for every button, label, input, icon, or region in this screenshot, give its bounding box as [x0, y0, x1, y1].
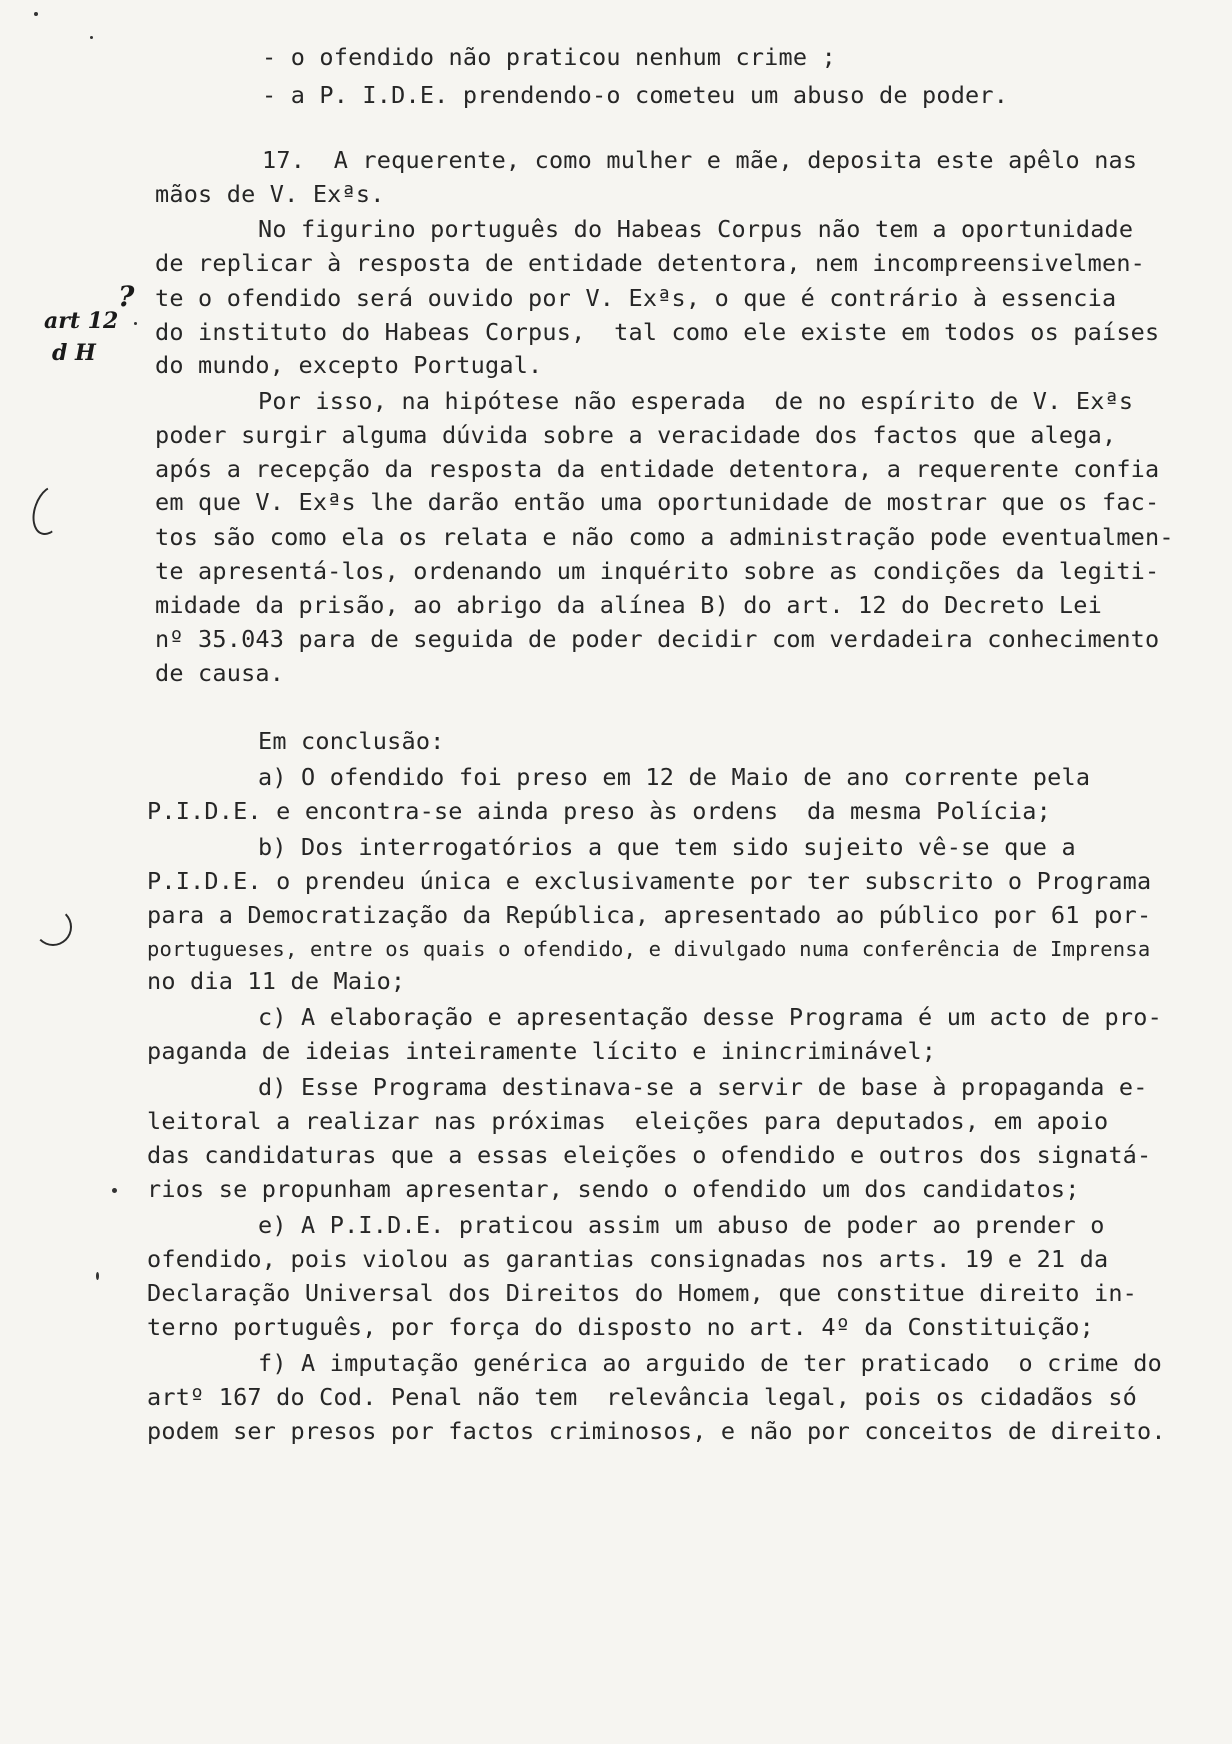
text-line: b) Dos interrogatórios a que tem sido sujeito vê-se que a [258, 833, 1076, 861]
punch-mark-arc [26, 480, 74, 540]
text-line: f) A imputação genérica ao arguido de ter praticado o crime do [258, 1349, 1162, 1377]
text-line: 17. A requerente, como mulher e mãe, deposita este apêlo nas [262, 146, 1138, 174]
text-line: tos são como ela os relata e não como a administração pode eventualmen- [155, 523, 1174, 551]
text-line: rios se propunham apresentar, sendo o ofendido um dos candidatos; [147, 1175, 1080, 1203]
scan-speck [112, 1188, 117, 1193]
text-line: artº 167 do Cod. Penal não tem relevância legal, pois os cidadãos só [147, 1383, 1138, 1411]
text-line: do mundo, excepto Portugal. [155, 351, 543, 379]
text-line: P.I.D.E. e encontra-se ainda preso às ordens da mesma Polícia; [147, 797, 1051, 825]
text-line: de causa. [155, 659, 285, 687]
margin-note: art 12 [44, 308, 119, 334]
punch-mark-arc [34, 908, 72, 946]
text-line: Por isso, na hipótese não esperada de no espírito de V. Exªs [258, 387, 1134, 415]
text-line: midade da prisão, ao abrigo da alínea B) do art. 12 do Decreto Lei [155, 591, 1102, 619]
text-line: d) Esse Programa destinava-se a servir de base à propaganda e- [258, 1073, 1148, 1101]
text-line: - o ofendido não praticou nenhum crime ; [262, 43, 836, 71]
text-line: após a recepção da resposta da entidade detentora, a requerente confia [155, 455, 1160, 483]
text-line: c) A elaboração e apresentação desse Programa é um acto de pro- [258, 1003, 1162, 1031]
scan-speck [134, 322, 137, 325]
text-line: mãos de V. Exªs. [155, 180, 385, 208]
text-line: Declaração Universal dos Direitos do Homem, que constitue direito in- [147, 1279, 1138, 1307]
margin-note: d H [52, 340, 96, 366]
text-line: P.I.D.E. o prendeu única e exclusivamente por ter subscrito o Programa [147, 867, 1152, 895]
text-line: ofendido, pois violou as garantias consignadas nos arts. 19 e 21 da [147, 1245, 1109, 1273]
text-line: No figurino português do Habeas Corpus não tem a oportunidade [258, 215, 1134, 243]
text-line: em que V. Exªs lhe darão então uma oportunidade de mostrar que os fac- [155, 488, 1160, 516]
text-line: de replicar à resposta de entidade detentora, nem incompreensivelmen- [155, 249, 1146, 277]
text-line: poder surgir alguma dúvida sobre a veracidade dos factos que alega, [155, 421, 1117, 449]
text-line: podem ser presos por factos criminosos, e não por conceitos de direito. [147, 1417, 1166, 1445]
text-line: a) O ofendido foi preso em 12 de Maio de ano corrente pela [258, 763, 1091, 791]
scan-speck [34, 12, 38, 16]
margin-note: ? [118, 280, 135, 313]
text-line: te apresentá-los, ordenando um inquérito sobre as condições da legiti- [155, 557, 1160, 585]
text-line: terno português, por força do disposto no art. 4º da Constituição; [147, 1313, 1094, 1341]
text-line: portugueses, entre os quais o ofendido, e divulgado numa conferência de Imprensa [147, 937, 1151, 961]
scan-speck [96, 1272, 99, 1280]
text-line: para a Democratização da República, apresentado ao público por 61 por- [147, 901, 1152, 929]
text-line: leitoral a realizar nas próximas eleições para deputados, em apoio [147, 1107, 1109, 1135]
text-line: paganda de ideias inteiramente lícito e inincriminável; [147, 1037, 937, 1065]
text-line: e) A P.I.D.E. praticou assim um abuso de poder ao prender o [258, 1211, 1105, 1239]
text-line: te o ofendido será ouvido por V. Exªs, o que é contrário à essencia [155, 284, 1117, 312]
text-line: nº 35.043 para de seguida de poder decidir com verdadeira conhecimento [155, 625, 1160, 653]
text-line: das candidaturas que a essas eleições o ofendido e outros dos signatá- [147, 1141, 1152, 1169]
text-line: Em conclusão: [258, 727, 445, 755]
text-line: - a P. I.D.E. prendendo-o cometeu um abuso de poder. [262, 81, 1009, 109]
text-line: do instituto do Habeas Corpus, tal como ele existe em todos os países [155, 318, 1160, 346]
text-line: no dia 11 de Maio; [147, 967, 406, 995]
scan-speck [90, 36, 93, 39]
